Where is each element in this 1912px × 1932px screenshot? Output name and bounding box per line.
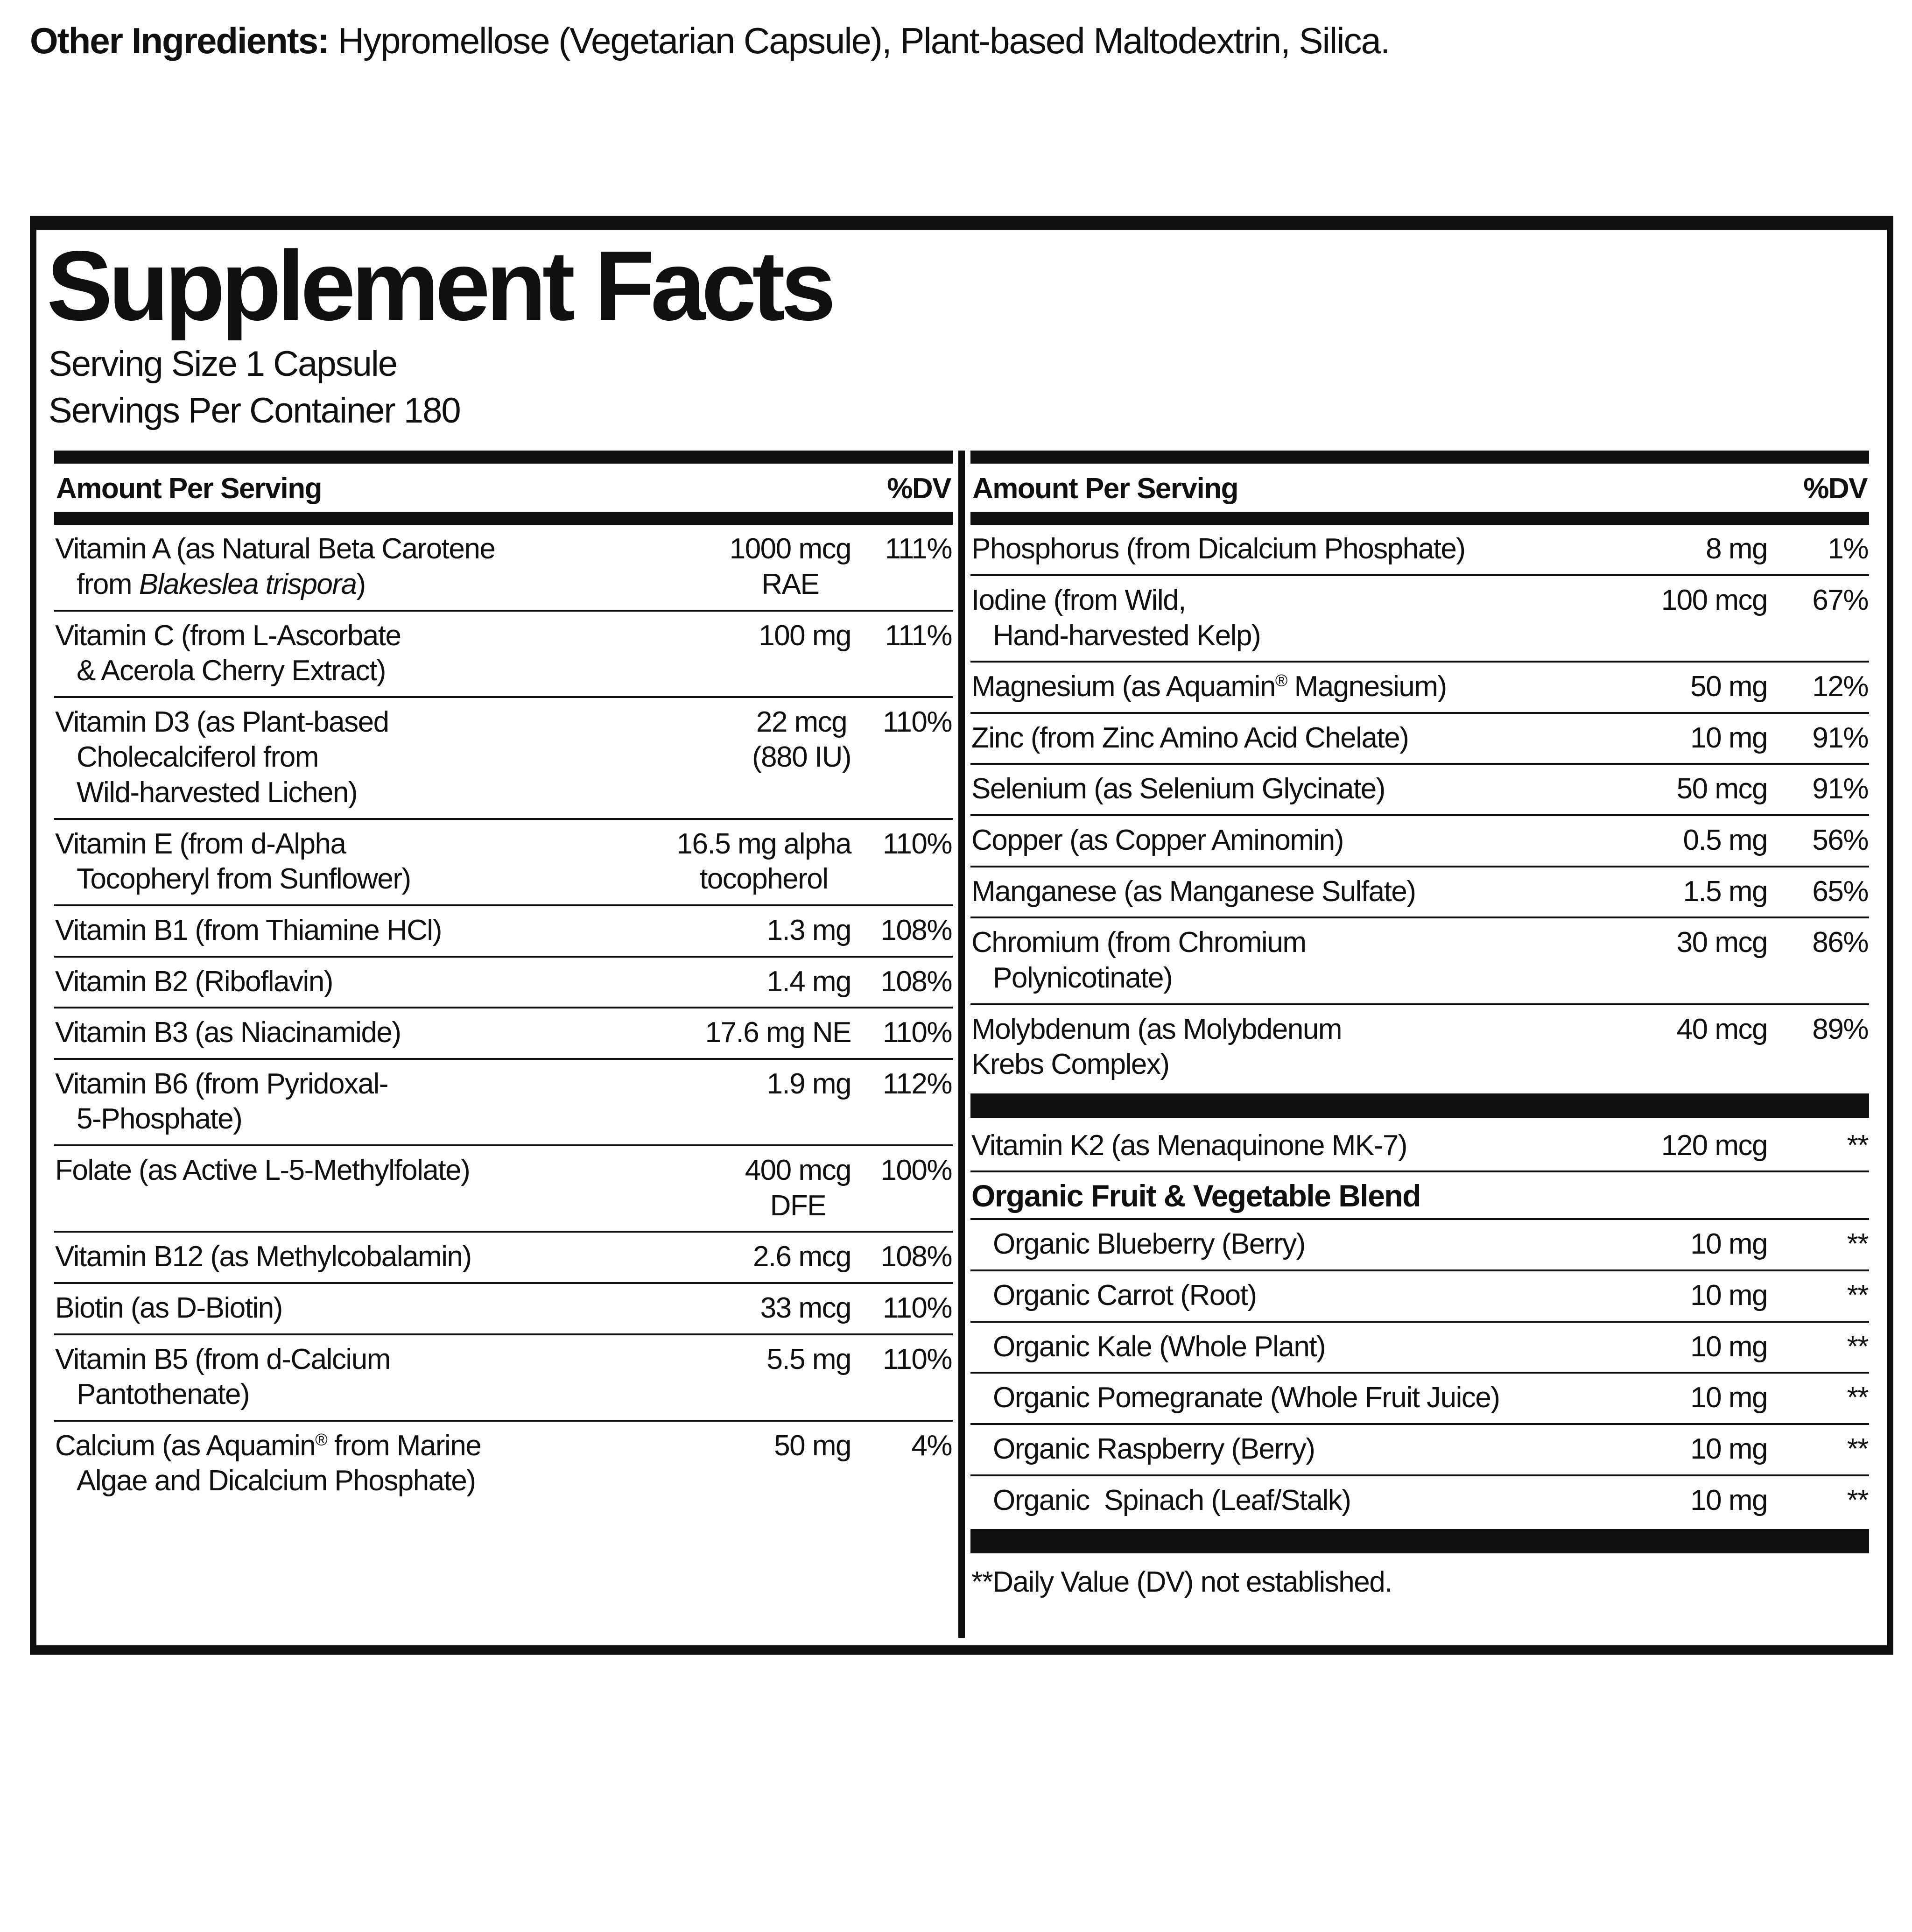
nutrient-dv: 89% bbox=[1812, 1013, 1868, 1045]
other-ingredients bbox=[30, 20, 1912, 62]
nutrient-row bbox=[54, 1060, 953, 1144]
nutrient-dv: 91% bbox=[1812, 773, 1868, 805]
nutrient-dv: ** bbox=[1847, 1382, 1868, 1414]
nutrient-name bbox=[55, 1153, 737, 1188]
nutrient-name bbox=[971, 925, 1668, 995]
nutrient-amount bbox=[1683, 823, 1767, 858]
amount-line: 400 mcg bbox=[745, 1154, 851, 1186]
amount-per-serving-header: Amount Per Serving bbox=[972, 472, 1238, 505]
other-ingredients-label: Other Ingredients: bbox=[30, 20, 329, 61]
nutrient-name bbox=[55, 826, 668, 897]
name-line: Wild-harvested Lichen) bbox=[77, 776, 358, 809]
amount-line: 0.5 mg bbox=[1683, 824, 1767, 856]
nutrient-amount bbox=[1690, 1278, 1767, 1313]
name-line: Algae and Dicalcium Phosphate) bbox=[77, 1465, 476, 1497]
dv-header: %DV bbox=[887, 472, 951, 505]
nutrient-amount bbox=[677, 826, 851, 897]
nutrient-name bbox=[971, 1380, 1682, 1416]
name-line: Tocopheryl from Sunflower) bbox=[77, 863, 411, 895]
name-line: Cholecalciferol from bbox=[77, 741, 318, 774]
name-line: Molybdenum (as Molybdenum bbox=[971, 1013, 1342, 1045]
nutrient-dv: 110% bbox=[883, 1343, 952, 1375]
nutrient-amount bbox=[1690, 669, 1767, 705]
name-line: Zinc (from Zinc Amino Acid Chelate) bbox=[971, 721, 1409, 754]
nutrient-amount bbox=[1706, 531, 1767, 567]
nutrient-dv: 110% bbox=[883, 1291, 952, 1324]
name-line: Manganese (as Manganese Sulfate) bbox=[971, 875, 1416, 908]
amount-line: 40 mcg bbox=[1676, 1013, 1767, 1045]
name-line: Magnesium (as Aquamin® Magnesium) bbox=[971, 670, 1447, 703]
name-line: Organic Carrot (Root) bbox=[993, 1279, 1257, 1312]
name-line: Vitamin B5 (from d-Calcium bbox=[55, 1343, 390, 1375]
nutrient-dv: 1% bbox=[1828, 533, 1868, 565]
nutrient-name bbox=[55, 1066, 758, 1137]
amount-line: 30 mcg bbox=[1676, 926, 1767, 959]
name-line: Organic Spinach (Leaf/Stalk) bbox=[993, 1484, 1351, 1516]
name-line: Pantothenate) bbox=[77, 1378, 250, 1411]
amount-line: 1.4 mg bbox=[766, 965, 851, 998]
nutrient-row bbox=[970, 525, 1869, 574]
amount-line: 22 mcg bbox=[756, 705, 847, 738]
amount-line: 1.9 mg bbox=[766, 1067, 851, 1100]
nutrient-row bbox=[54, 1335, 953, 1420]
nutrient-dv: 4% bbox=[911, 1429, 952, 1462]
amount-line: 50 mg bbox=[1690, 670, 1767, 703]
nutrient-row bbox=[970, 1374, 1869, 1423]
nutrient-amount bbox=[1661, 583, 1767, 618]
nutrient-row bbox=[970, 576, 1869, 661]
nutrient-name bbox=[971, 823, 1674, 858]
nutrient-dv: 112% bbox=[883, 1067, 952, 1100]
nutrient-row bbox=[54, 958, 953, 1007]
name-line: Calcium (as Aquamin® from Marine bbox=[55, 1429, 481, 1462]
page bbox=[0, 20, 1912, 1932]
amount-line: 10 mg bbox=[1690, 1484, 1767, 1516]
name-line: Iodine (from Wild, bbox=[971, 584, 1186, 616]
section-bar bbox=[970, 1093, 1869, 1118]
amount-line: 1.5 mg bbox=[1683, 875, 1767, 908]
nutrient-amount bbox=[705, 1015, 851, 1051]
amount-line: 1000 mcg bbox=[729, 533, 851, 565]
name-line: Organic Kale (Whole Plant) bbox=[993, 1330, 1326, 1363]
name-line: Copper (as Copper Aminomin) bbox=[971, 824, 1343, 856]
amount-line: (880 IU) bbox=[752, 741, 851, 774]
nutrient-amount bbox=[759, 618, 851, 654]
nutrient-dv: 56% bbox=[1812, 824, 1868, 856]
name-line: Vitamin B12 (as Methylcobalamin) bbox=[55, 1241, 471, 1273]
name-line: Polynicotinate) bbox=[993, 961, 1173, 994]
nutrient-amount bbox=[1677, 771, 1767, 807]
supplement-facts-panel bbox=[30, 216, 1893, 1655]
amount-line: tocopherol bbox=[700, 863, 828, 895]
header-bar bbox=[970, 451, 1869, 464]
amount-line: 10 mg bbox=[1690, 1432, 1767, 1465]
amount-line: 100 mg bbox=[759, 619, 851, 652]
nutrient-name bbox=[55, 618, 750, 689]
nutrient-dv: 100% bbox=[880, 1154, 952, 1186]
nutrient-dv: 12% bbox=[1812, 670, 1868, 703]
nutrient-name bbox=[971, 1128, 1653, 1163]
nutrient-amount bbox=[730, 531, 851, 602]
nutrient-dv: 110% bbox=[883, 827, 952, 860]
serving-size: Serving Size 1 Capsule bbox=[49, 344, 397, 384]
nutrient-name bbox=[971, 1329, 1682, 1365]
column-divider bbox=[958, 451, 965, 1638]
header-bar bbox=[970, 512, 1869, 525]
nutrient-amount bbox=[774, 1428, 851, 1464]
blend-subheader: Organic Fruit & Vegetable Blend bbox=[971, 1178, 1421, 1213]
nutrient-amount bbox=[1690, 1329, 1767, 1365]
nutrient-amount bbox=[1690, 1380, 1767, 1416]
name-line: Biotin (as D-Biotin) bbox=[55, 1291, 282, 1324]
other-ingredients-text: Hypromellose (Vegetarian Capsule), Plant-based Maltodextrin, Silica. bbox=[337, 20, 1390, 61]
nutrient-name bbox=[55, 1239, 745, 1275]
nutrient-amount bbox=[1690, 1227, 1767, 1262]
nutrient-dv: 111% bbox=[885, 533, 952, 565]
header-bar bbox=[54, 451, 953, 464]
nutrient-name bbox=[971, 1012, 1668, 1082]
name-line: Organic Raspberry (Berry) bbox=[993, 1432, 1315, 1465]
nutrient-name bbox=[55, 1342, 758, 1412]
name-line: Vitamin K2 (as Menaquinone MK-7) bbox=[971, 1129, 1407, 1162]
amount-line: 1.3 mg bbox=[766, 914, 851, 946]
nutrient-row bbox=[54, 612, 953, 696]
amount-line: 16.5 mg alpha bbox=[676, 827, 851, 860]
nutrient-amount bbox=[745, 1153, 851, 1223]
nutrient-row bbox=[54, 1422, 953, 1506]
name-line: Chromium (from Chromium bbox=[971, 926, 1306, 959]
nutrient-row bbox=[970, 1476, 1869, 1526]
nutrient-name bbox=[55, 1428, 766, 1499]
nutrient-row bbox=[54, 1146, 953, 1231]
nutrient-dv: ** bbox=[1847, 1279, 1868, 1312]
nutrient-dv: 110% bbox=[883, 1016, 952, 1049]
nutrient-row bbox=[54, 820, 953, 904]
nutrient-row bbox=[970, 1323, 1869, 1372]
nutrient-amount bbox=[766, 1342, 851, 1377]
name-line: Vitamin A (as Natural Beta Carotene bbox=[55, 533, 495, 565]
nutrient-row bbox=[54, 525, 953, 609]
nutrient-amount bbox=[1683, 874, 1767, 910]
nutrient-name bbox=[971, 1278, 1682, 1313]
nutrient-amount bbox=[753, 1239, 851, 1275]
amount-line: 10 mg bbox=[1690, 1279, 1767, 1312]
nutrient-amount bbox=[1677, 1012, 1767, 1047]
nutrient-name bbox=[971, 771, 1668, 807]
nutrient-row bbox=[970, 1425, 1869, 1474]
nutrient-dv: 108% bbox=[880, 965, 952, 998]
name-line: Organic Blueberry (Berry) bbox=[993, 1228, 1305, 1261]
nutrient-row bbox=[970, 918, 1869, 1003]
name-line: Folate (as Active L-5-Methylfolate) bbox=[55, 1154, 470, 1186]
nutrient-row bbox=[970, 714, 1869, 763]
panel-title: Supplement Facts bbox=[47, 230, 832, 341]
nutrient-row bbox=[970, 663, 1869, 712]
name-line: & Acerola Cherry Extract) bbox=[77, 655, 386, 687]
name-line: Selenium (as Selenium Glycinate) bbox=[971, 773, 1385, 805]
nutrient-amount bbox=[1690, 1483, 1767, 1518]
nutrient-dv: 91% bbox=[1812, 721, 1868, 754]
nutrient-row bbox=[970, 765, 1869, 814]
nutrient-dv: 108% bbox=[880, 1241, 952, 1273]
nutrient-name bbox=[971, 531, 1697, 567]
nutrient-row bbox=[970, 867, 1869, 917]
amount-line: 5.5 mg bbox=[766, 1343, 851, 1375]
name-line: Krebs Complex) bbox=[971, 1048, 1169, 1081]
name-line: Vitamin B3 (as Niacinamide) bbox=[55, 1016, 401, 1049]
nutrient-dv: ** bbox=[1847, 1129, 1868, 1162]
nutrient-dv: ** bbox=[1847, 1432, 1868, 1465]
nutrient-name bbox=[971, 720, 1682, 756]
amount-line: 2.6 mcg bbox=[752, 1241, 851, 1273]
nutrient-row bbox=[54, 698, 953, 818]
nutrient-name bbox=[55, 1290, 752, 1326]
section-bar bbox=[970, 1529, 1869, 1553]
amount-line: 17.6 mg NE bbox=[705, 1016, 851, 1049]
amount-line: 120 mcg bbox=[1661, 1129, 1767, 1162]
nutrient-dv: 67% bbox=[1812, 584, 1868, 616]
nutrient-name bbox=[971, 1483, 1682, 1518]
amount-line: DFE bbox=[770, 1189, 826, 1222]
nutrient-dv: 110% bbox=[883, 705, 952, 738]
column-header bbox=[54, 464, 953, 512]
name-line: Vitamin B6 (from Pyridoxal- bbox=[55, 1067, 388, 1100]
nutrient-amount bbox=[760, 1290, 851, 1326]
nutrient-row bbox=[970, 1005, 1869, 1090]
nutrient-row bbox=[970, 1271, 1869, 1321]
dv-header: %DV bbox=[1803, 472, 1867, 505]
amount-line: 50 mg bbox=[774, 1429, 851, 1462]
nutrient-name bbox=[55, 1015, 697, 1051]
amount-line: 8 mg bbox=[1706, 533, 1767, 565]
nutrient-name bbox=[55, 964, 758, 1000]
nutrient-name bbox=[971, 874, 1674, 910]
name-line: Vitamin B1 (from Thiamine HCl) bbox=[55, 914, 442, 946]
nutrient-name bbox=[971, 583, 1653, 653]
amount-line: 33 mcg bbox=[760, 1291, 851, 1324]
nutrient-dv: ** bbox=[1847, 1228, 1868, 1261]
nutrient-dv: 86% bbox=[1812, 926, 1868, 959]
nutrient-row bbox=[54, 1233, 953, 1282]
amount-line: 50 mcg bbox=[1676, 773, 1767, 805]
right-column bbox=[965, 451, 1875, 1638]
name-line: Hand-harvested Kelp) bbox=[993, 619, 1261, 652]
header-bar bbox=[54, 512, 953, 525]
nutrient-dv: 65% bbox=[1812, 875, 1868, 908]
nutrient-row bbox=[970, 1220, 1869, 1269]
nutrient-dv: 111% bbox=[885, 619, 952, 652]
amount-line: 10 mg bbox=[1690, 1330, 1767, 1363]
nutrient-name bbox=[971, 1431, 1682, 1467]
nutrient-amount bbox=[766, 964, 851, 1000]
nutrient-name bbox=[55, 531, 721, 602]
nutrient-row bbox=[54, 1284, 953, 1333]
column-header bbox=[970, 464, 1869, 512]
nutrient-name bbox=[971, 1227, 1682, 1262]
nutrient-row bbox=[970, 816, 1869, 866]
name-line: Vitamin C (from L-Ascorbate bbox=[55, 619, 401, 652]
name-line: 5-Phosphate) bbox=[77, 1103, 242, 1135]
name-line: Organic Pomegranate (Whole Fruit Juice) bbox=[993, 1382, 1500, 1414]
nutrient-amount bbox=[1677, 925, 1767, 960]
amount-line: 100 mcg bbox=[1661, 584, 1767, 616]
left-column bbox=[49, 451, 958, 1638]
amount-line: 10 mg bbox=[1690, 1382, 1767, 1414]
nutrient-dv: ** bbox=[1847, 1484, 1868, 1516]
amount-per-serving-header: Amount Per Serving bbox=[56, 472, 322, 505]
name-line: Vitamin D3 (as Plant-based bbox=[55, 705, 389, 738]
nutrient-amount bbox=[1690, 1431, 1767, 1467]
amount-line: 10 mg bbox=[1690, 721, 1767, 754]
nutrient-dv: ** bbox=[1847, 1330, 1868, 1363]
nutrient-name bbox=[55, 705, 744, 811]
nutrient-dv: 108% bbox=[880, 914, 952, 946]
nutrient-amount bbox=[752, 705, 851, 775]
nutrient-name bbox=[55, 913, 758, 948]
servings-per-container: Servings Per Container 180 bbox=[49, 391, 460, 431]
amount-line: 10 mg bbox=[1690, 1228, 1767, 1261]
nutrient-amount bbox=[766, 1066, 851, 1102]
dv-footnote: **Daily Value (DV) not established. bbox=[971, 1566, 1392, 1599]
name-line: from Blakeslea trispora) bbox=[77, 568, 366, 600]
nutrient-row bbox=[54, 1008, 953, 1058]
name-line: Vitamin E (from d-Alpha bbox=[55, 827, 346, 860]
amount-line: RAE bbox=[761, 568, 819, 600]
nutrient-row bbox=[970, 1121, 1869, 1171]
nutrient-row bbox=[54, 906, 953, 956]
name-line: Phosphorus (from Dicalcium Phosphate) bbox=[971, 533, 1465, 565]
nutrient-amount bbox=[1661, 1128, 1767, 1163]
nutrient-amount bbox=[1690, 720, 1767, 756]
columns-region bbox=[49, 451, 1875, 1638]
name-line: Vitamin B2 (Riboflavin) bbox=[55, 965, 333, 998]
nutrient-amount bbox=[766, 913, 851, 948]
nutrient-name bbox=[971, 669, 1682, 705]
